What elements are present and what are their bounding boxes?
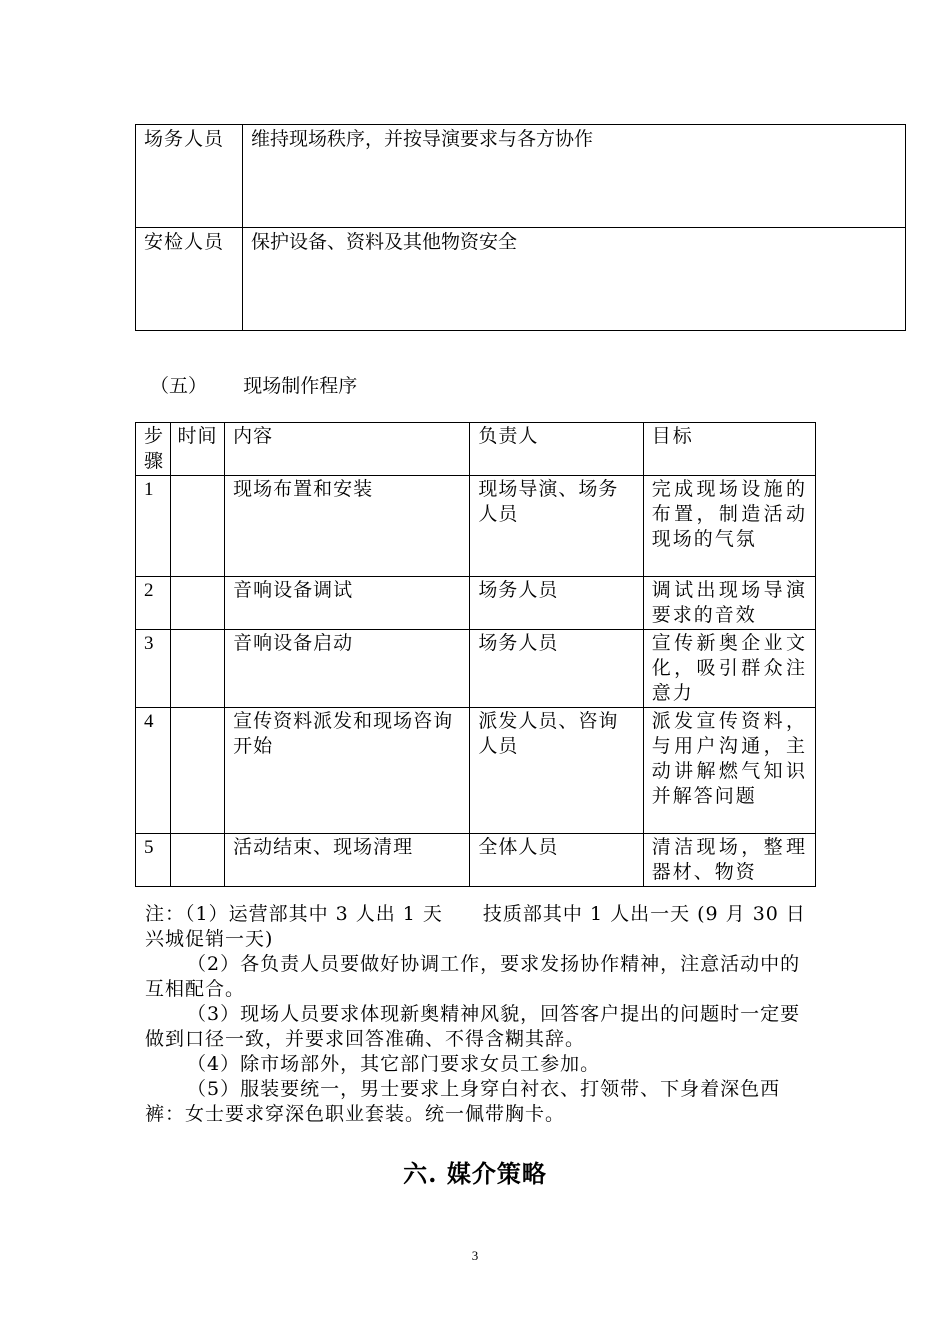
duty-cell: 维持现场秩序，并按导演要求与各方协作 xyxy=(243,125,906,228)
content-cell: 现场布置和安装 xyxy=(225,476,470,577)
table-row xyxy=(136,834,816,887)
table-row xyxy=(136,228,906,331)
step-cell: 1 xyxy=(136,476,171,577)
time-cell xyxy=(171,577,225,630)
notes xyxy=(145,902,813,1127)
note-paragraph: （5）服装要统一，男士要求上身穿白衬衣、打领带、下身着深色西裤：女士要求穿深色职业套装。统一佩带胸卡。 xyxy=(145,1078,781,1125)
step-cell: 5 xyxy=(136,834,171,887)
table-row xyxy=(136,476,816,577)
table-row xyxy=(136,577,816,630)
content-cell: 活动结束、现场清理 xyxy=(225,834,470,887)
role-cell: 场务人员 xyxy=(136,125,243,228)
procedure-table xyxy=(135,422,816,887)
goal-cell: 清洁现场，整理器材、物资 xyxy=(643,834,815,887)
note-paragraph: 注：（1）运营部其中 3 人出 1 天 技质部其中 1 人出一天 (9 月 30 日兴城促销一天) xyxy=(145,903,806,950)
note-paragraph: （3）现场人员要求体现新奥精神风貌，回答客户提出的问题时一定要做到口径一致，并要求回答准确、不得含糊其辞。 xyxy=(145,1003,801,1050)
content-cell: 音响设备启动 xyxy=(225,630,470,708)
table-row xyxy=(136,630,816,708)
owner-cell: 现场导演、场务人员 xyxy=(470,476,643,577)
page-number: 3 xyxy=(471,1248,479,1263)
owner-cell: 全体人员 xyxy=(470,834,643,887)
roles-table xyxy=(135,124,906,331)
table-row xyxy=(136,708,816,834)
time-cell xyxy=(171,708,225,834)
goal-cell: 完成现场设施的布置，制造活动现场的气氛 xyxy=(643,476,815,577)
time-cell xyxy=(171,834,225,887)
step-cell: 2 xyxy=(136,577,171,630)
header-owner: 负责人 xyxy=(470,423,643,476)
owner-cell: 场务人员 xyxy=(470,630,643,708)
section-number: （五） xyxy=(150,375,208,397)
note-paragraph: （2）各负责人员要做好协调工作，要求发扬协作精神，注意活动中的互相配合。 xyxy=(145,953,801,1000)
table-header-row xyxy=(136,423,816,476)
time-cell xyxy=(171,476,225,577)
owner-cell: 场务人员 xyxy=(470,577,643,630)
header-time: 时间 xyxy=(171,423,225,476)
goal-cell: 派发宣传资料，与用户沟通，主动讲解燃气知识并解答问题 xyxy=(643,708,815,834)
goal-cell: 宣传新奥企业文化，吸引群众注意力 xyxy=(643,630,815,708)
chapter-title: 六. 媒介策略 xyxy=(403,1159,547,1188)
section-title: 现场制作程序 xyxy=(243,375,358,397)
step-cell: 4 xyxy=(136,708,171,834)
time-cell xyxy=(171,630,225,708)
owner-cell: 派发人员、咨询人员 xyxy=(470,708,643,834)
content-cell: 音响设备调试 xyxy=(225,577,470,630)
note-paragraph: （4）除市场部外，其它部门要求女员工参加。 xyxy=(187,1053,601,1075)
header-goal: 目标 xyxy=(643,423,815,476)
header-content: 内容 xyxy=(225,423,470,476)
content-cell: 宣传资料派发和现场咨询开始 xyxy=(225,708,470,834)
table-row xyxy=(136,125,906,228)
section-heading xyxy=(150,372,357,400)
goal-cell: 调试出现场导演要求的音效 xyxy=(643,577,815,630)
step-cell: 3 xyxy=(136,630,171,708)
duty-cell: 保护设备、资料及其他物资安全 xyxy=(243,228,906,331)
role-cell: 安检人员 xyxy=(136,228,243,331)
header-step: 步骤 xyxy=(136,423,171,476)
